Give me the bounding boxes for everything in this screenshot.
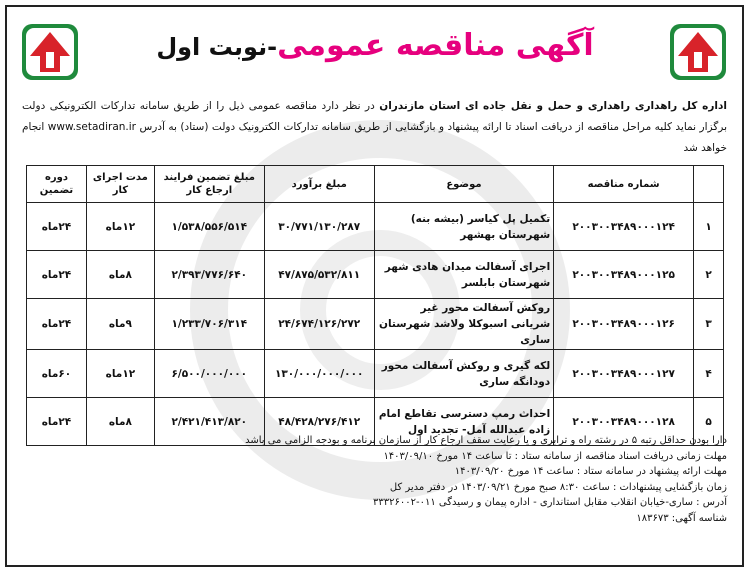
cell-duration: ۱۲ماه — [86, 203, 154, 251]
footer-line: دارا بودن حداقل رتبه ۵ در رشته راه و ترابری و یا رعایت سقف ارجاع کار از سازمان برنامه و بودجه الزامی می باشد — [245, 435, 727, 446]
col-header-estimate: مبلغ برآورد — [264, 166, 374, 203]
cell-number: ۲۰۰۳۰۰۳۴۸۹۰۰۰۱۲۴ — [554, 203, 694, 251]
cell-estimate: ۲۴/۶۷۴/۱۲۶/۲۷۲ — [264, 299, 374, 350]
intro-line3-prefix: به آدرس — [135, 121, 177, 133]
footer-line: مهلت ارائه پیشنهاد در سامانه ستاد : ساعت ۱۴ مورخ ۱۴۰۳/۰۹/۲۰ — [454, 466, 727, 477]
col-header-number: شماره مناقصه — [554, 166, 694, 203]
footer-line: زمان بازگشایی پیشنهادات : ساعت ۸:۳۰ صبح مورخ ۱۴۰۳/۰۹/۲۱ در دفتر مدیر کل — [389, 481, 727, 493]
cell-subject: تکمیل پل کیاسر (بیشه بنه) شهرستان بهشهر — [374, 203, 554, 251]
table-row — [27, 203, 724, 251]
footer-line: آدرس : ساری-خیابان انقلاب مقابل استانداری - اداره پیمان و رسیدگی ۰۱۱-۳۳۳۲۶۰۰۲ — [373, 497, 727, 508]
cell-guarantee: ۱/۲۳۳/۷۰۶/۳۱۴ — [154, 299, 264, 350]
cell-subject: احداث رمپ دسترسی تقاطع امام زاده عبدالله آمل- تجدید اول — [374, 398, 554, 446]
cell-guarantee: ۲/۳۹۳/۷۷۶/۶۴۰ — [154, 251, 264, 299]
rahdari-logo-icon — [668, 22, 728, 82]
page-title — [150, 28, 600, 63]
cell-duration: ۸ماه — [86, 398, 154, 446]
cell-index: ۲ — [694, 251, 724, 299]
intro-paragraph — [22, 96, 727, 159]
col-header-row — [694, 166, 724, 203]
col-header-subject: موضوع — [374, 166, 554, 203]
footer-line: مهلت زمانی دریافت اسناد مناقصه از سامانه ستاد : تا ساعت ۱۴ مورخ ۱۴۰۳/۰۹/۱۰ — [383, 450, 727, 462]
cell-duration: ۱۲ماه — [86, 350, 154, 398]
cell-warranty: ۲۴ماه — [27, 203, 87, 251]
col-header-duration: مدت اجرای کار — [86, 166, 154, 203]
footer-line: شناسه آگهی: ۱۸۳۶۷۳ — [636, 512, 727, 524]
intro-line1: در نظر دارد مناقصه عمومی ذیل را از طریق سامانه تدارکات — [100, 100, 380, 112]
cell-index: ۱ — [694, 203, 724, 251]
cell-guarantee: ۲/۴۲۱/۴۱۳/۸۲۰ — [154, 398, 264, 446]
cell-guarantee: ۶/۵۰۰/۰۰۰/۰۰۰ — [154, 350, 264, 398]
cell-duration: ۸ماه — [86, 251, 154, 299]
intro-url: www.setadiran.ir — [47, 121, 136, 133]
cell-warranty: ۲۴ماه — [27, 299, 87, 350]
cell-estimate: ۴۷/۸۷۵/۵۳۲/۸۱۱ — [264, 251, 374, 299]
cell-number: ۲۰۰۳۰۰۳۴۸۹۰۰۰۱۲۸ — [554, 398, 694, 446]
tender-table — [26, 165, 724, 446]
cell-number: ۲۰۰۳۰۰۳۴۸۹۰۰۰۱۲۶ — [554, 299, 694, 350]
intro-line2: الکترونیکی دولت برگزار نماید کلیه مراحل مناقصه از دریافت اسناد تا ارائه پیشنهاد و بازگشایی از طریق سامانه تدارکات الکترونیک دولت (ستاد) — [22, 100, 727, 133]
cell-estimate: ۱۳۰/۰۰۰/۰۰۰/۰۰۰ — [264, 350, 374, 398]
cell-subject: لکه گیری و روکش آسفالت محور دودانگه ساری — [374, 350, 554, 398]
cell-subject: اجرای آسفالت میدان هادی شهر شهرستان بابلسر — [374, 251, 554, 299]
table-row — [27, 350, 724, 398]
title-main: آگهی مناقصه عمومی — [277, 28, 594, 63]
title-round: -نوبت اول — [156, 33, 278, 61]
cell-estimate: ۳۰/۷۷۱/۱۳۰/۲۸۷ — [264, 203, 374, 251]
footer-notes — [22, 433, 727, 526]
col-header-guarantee: مبلغ تضمین فرایند ارجاع کار — [154, 166, 264, 203]
cell-warranty: ۶۰ماه — [27, 350, 87, 398]
cell-index: ۴ — [694, 350, 724, 398]
rahdari-logo-icon — [20, 22, 80, 82]
table-row — [27, 299, 724, 350]
cell-number: ۲۰۰۳۰۰۳۴۸۹۰۰۰۱۲۵ — [554, 251, 694, 299]
intro-org: اداره کل راهداری راهداری و حمل و نقل جاده ای استان مازندران — [379, 100, 727, 112]
cell-estimate: ۴۸/۴۲۸/۲۷۶/۴۱۲ — [264, 398, 374, 446]
intro-line3-suffix: انجام خواهد شد — [22, 121, 727, 154]
cell-index: ۵ — [694, 398, 724, 446]
table-row — [27, 251, 724, 299]
cell-index: ۳ — [694, 299, 724, 350]
cell-duration: ۹ماه — [86, 299, 154, 350]
cell-number: ۲۰۰۳۰۰۳۴۸۹۰۰۰۱۲۷ — [554, 350, 694, 398]
cell-subject: روکش آسفالت محور غیر شریانی اسبوکلا ولاشد شهرستان ساری — [374, 299, 554, 350]
cell-guarantee: ۱/۵۳۸/۵۵۶/۵۱۴ — [154, 203, 264, 251]
cell-warranty: ۲۴ماه — [27, 398, 87, 446]
col-header-warranty: دوره تضمین — [27, 166, 87, 203]
cell-warranty: ۲۴ماه — [27, 251, 87, 299]
table-header-row — [27, 166, 724, 203]
